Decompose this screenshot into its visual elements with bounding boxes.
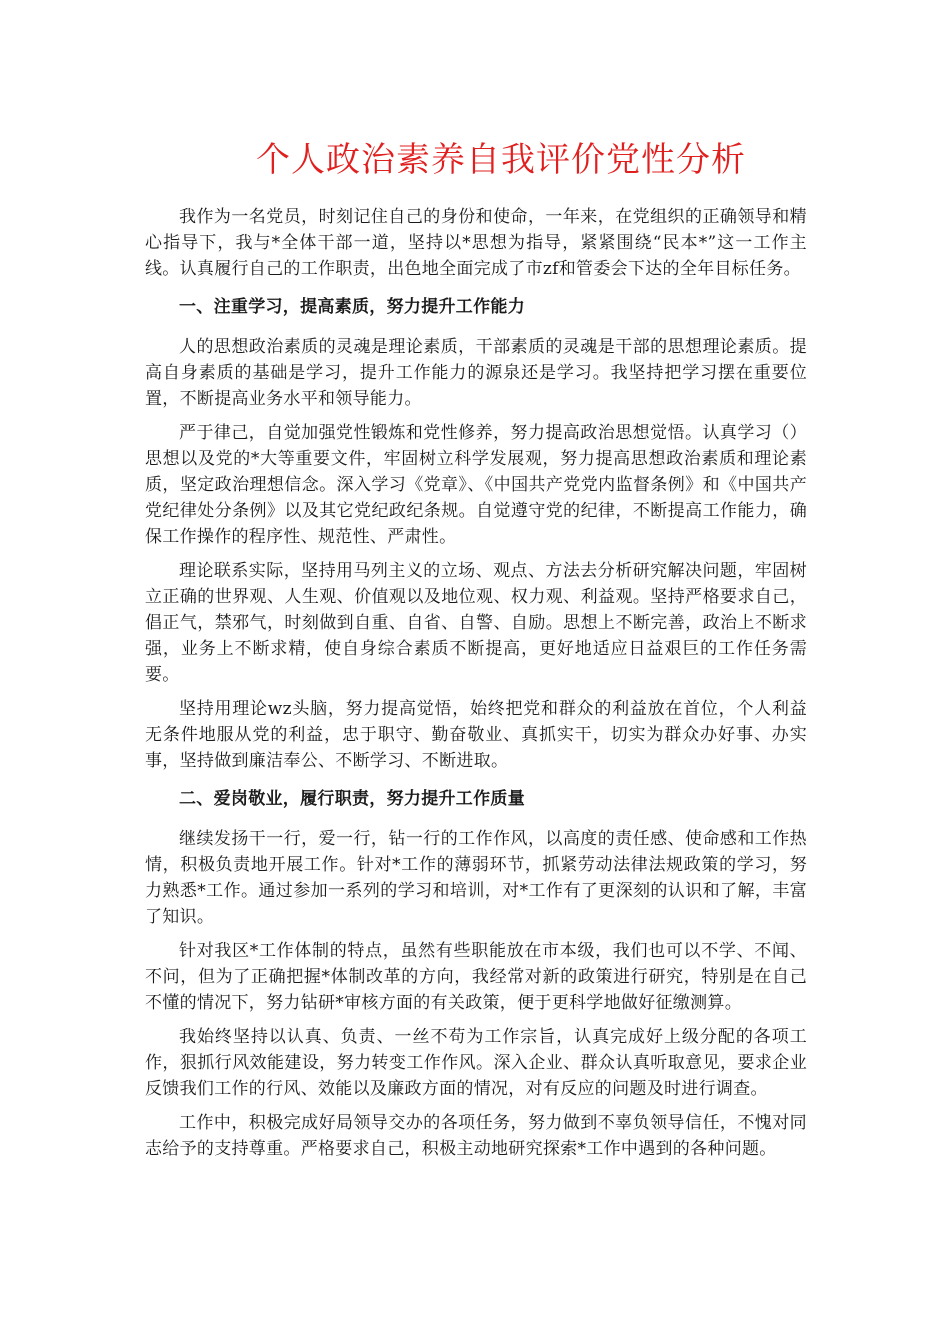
intro-paragraph: 我作为一名党员，时刻记住自己的身份和使命，一年来，在党组织的正确领导和精心指导下，我与*全体干部一道，坚持以*思想为指导，紧紧围绕“民本*”这一工作主线。认真履行自己的工作职责，出色地全面完成了市zf和管委会下达的全年目标任务。 (145, 207, 807, 279)
body-paragraph: 坚持用理论wz头脑，努力提高觉悟，始终把党和群众的利益放在首位，个人利益无条件地服从党的利益，忠于职守、勤奋敬业、真抓实干，切实为群众办好事、办实事，坚持做到廉洁奉公、不断学习、不断进取。 (145, 699, 807, 771)
section-heading: 二、爱岗敬业，履行职责，努力提升工作质量 (179, 789, 525, 809)
body-paragraph: 针对我区*工作体制的特点，虽然有些职能放在市本级，我们也可以不学、不闻、不问，但为了正确把握*体制改革的方向，我经常对新的政策进行研究，特别是在自己不懂的情况下，努力钻研*审核方面的有关政策，便于更科学地做好征缴测算。 (145, 941, 807, 1013)
document-page (145, 136, 807, 1170)
body-paragraph: 人的思想政治素质的灵魂是理论素质，干部素质的灵魂是干部的思想理论素质。提高自身素质的基础是学习，提升工作能力的源泉还是学习。我坚持把学习摆在重要位置，不断提高业务水平和领导能力。 (145, 337, 807, 409)
body-paragraph: 继续发扬干一行，爱一行，钻一行的工作作风，以高度的责任感、使命感和工作热情，积极负责地开展工作。针对*工作的薄弱环节，抓紧劳动法律法规政策的学习，努力熟悉*工作。通过参加一系列的学习和培训，对*工作有了更深刻的认识和了解，丰富了知识。 (145, 829, 807, 927)
document-title: 个人政治素养自我评价党性分析 (256, 140, 746, 180)
section-2 (145, 786, 807, 1162)
section-heading: 一、注重学习，提高素质，努力提升工作能力 (179, 297, 525, 317)
body-paragraph: 理论联系实际，坚持用马列主义的立场、观点、方法去分析研究解决问题，牢固树立正确的世界观、人生观、价值观以及地位观、权力观、利益观。坚持严格要求自己，倡正气，禁邪气，时刻做到自重、自省、自警、自励。思想上不断完善，政治上不断求强，业务上不断求精，使自身综合素质不断提高，更好地适应日益艰巨的工作任务需要。 (145, 561, 807, 685)
body-paragraph: 严于律己，自觉加强党性锻炼和党性修养，努力提高政治思想觉悟。认真学习（）思想以及党的*大等重要文件，牢固树立科学发展观，努力提高思想政治素质和理论素质，坚定政治理想信念。深入学习《党章》、《中国共产党党内监督条例》和《中国共产党纪律处分条例》以及其它党纪政纪条规。自觉遵守党的纪律，不断提高工作能力，确保工作操作的程序性、规范性、严肃性。 (145, 423, 807, 547)
section-1 (145, 294, 807, 774)
body-paragraph: 我始终坚持以认真、负责、一丝不苟为工作宗旨，认真完成好上级分配的各项工作，狠抓行风效能建设，努力转变工作作风。深入企业、群众认真听取意见，要求企业反馈我们工作的行风、效能以及廉政方面的情况，对有反应的问题及时进行调查。 (145, 1027, 807, 1099)
body-paragraph: 工作中，积极完成好局领导交办的各项任务，努力做到不辜负领导信任，不愧对同志给予的支持尊重。严格要求自己，积极主动地研究探索*工作中遇到的各种问题。 (145, 1113, 807, 1159)
